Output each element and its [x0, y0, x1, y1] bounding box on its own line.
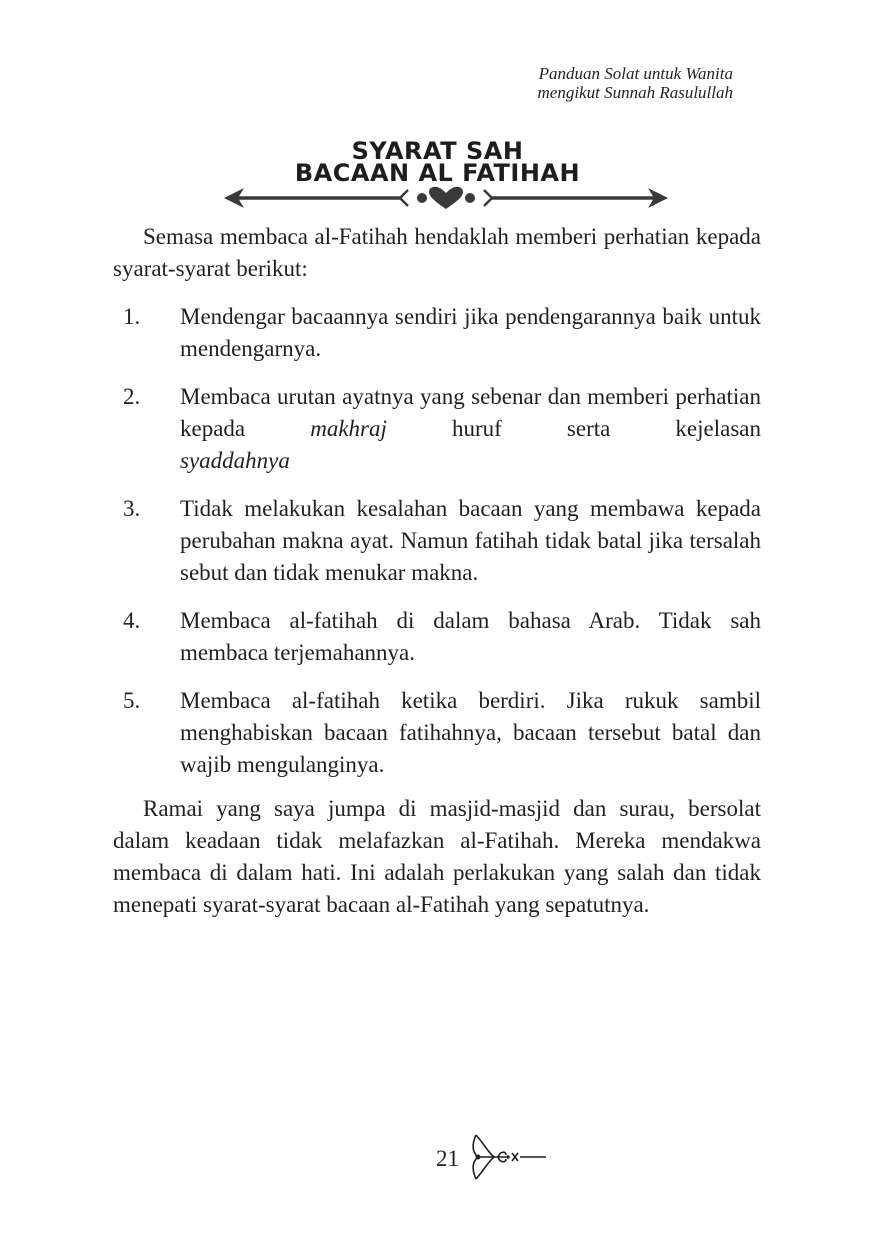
- list-item-text: Membaca al-fatihah ketika berdiri. Jika rukuk sambil menghabiskan bacaan fatihahnya, bacaan tersebut batal dan wajib mengulanginya.: [180, 688, 761, 777]
- running-header-line2: mengikut Sunnah Rasulullah: [537, 83, 733, 102]
- page-title-line2: BACAAN AL FATIHAH: [294, 159, 581, 187]
- list-item-text-part: Membaca urutan ayatnya yang sebenar dan memberi perhatian kepada: [180, 384, 761, 441]
- list-item-number: 4.: [123, 608, 141, 633]
- conditions-list: [113, 301, 761, 797]
- list-item-text: Membaca al-fatihah di dalam bahasa Arab. Tidak sah membaca terjemahannya.: [180, 608, 761, 665]
- intro-text: Semasa membaca al-Fatihah hendaklah memberi perhatian kepada syarat-syarat berikut:: [113, 224, 761, 281]
- closing-text: Ramai yang saya jumpa di masjid-masjid dan surau, bersolat dalam keadaan tidak melafazkan al-Fatihah. Mereka mendakwa membaca di dalam hati. Ini adalah perlakukan yang salah dan tidak menepati syarat-syarat bacaan al-Fatihah yang sepatutnya.: [113, 796, 761, 917]
- list-item: [113, 685, 761, 781]
- closing-paragraph: [113, 793, 761, 921]
- intro-paragraph: [113, 221, 761, 285]
- running-header: [538, 64, 733, 102]
- page-number: 21: [436, 1146, 459, 1171]
- list-item-number: 3.: [123, 496, 141, 521]
- arrow-heart-divider-icon: [222, 183, 670, 213]
- list-item-text: Mendengar bacaannya sendiri jika pendengarannya baik untuk mendengarnya.: [180, 304, 761, 361]
- list-item: [113, 493, 761, 589]
- page-title-line1: SYARAT SAH: [351, 137, 524, 165]
- page-title: [0, 137, 875, 187]
- list-item: [113, 301, 761, 365]
- list-item-number: 5.: [123, 688, 141, 713]
- list-item-number: 1.: [123, 304, 141, 329]
- list-item-text: Tidak melakukan kesalahan bacaan yang membawa kepada perubahan makna ayat. Namun fatihah tidak batal jika tersalah sebut dan tidak menukar makna.: [180, 496, 761, 585]
- list-item-text-part: huruf serta kejelasan: [452, 416, 761, 441]
- term-syaddahnya: syaddahnya: [180, 448, 290, 473]
- running-header-line1: Panduan Solat untuk Wanita: [538, 64, 733, 83]
- flourish-ornament-icon: [468, 1132, 548, 1182]
- list-item: [113, 381, 761, 477]
- list-item-number: 2.: [123, 384, 141, 409]
- list-item: [113, 605, 761, 669]
- list-item-text: [180, 381, 761, 477]
- term-makhraj: makhraj: [310, 416, 387, 441]
